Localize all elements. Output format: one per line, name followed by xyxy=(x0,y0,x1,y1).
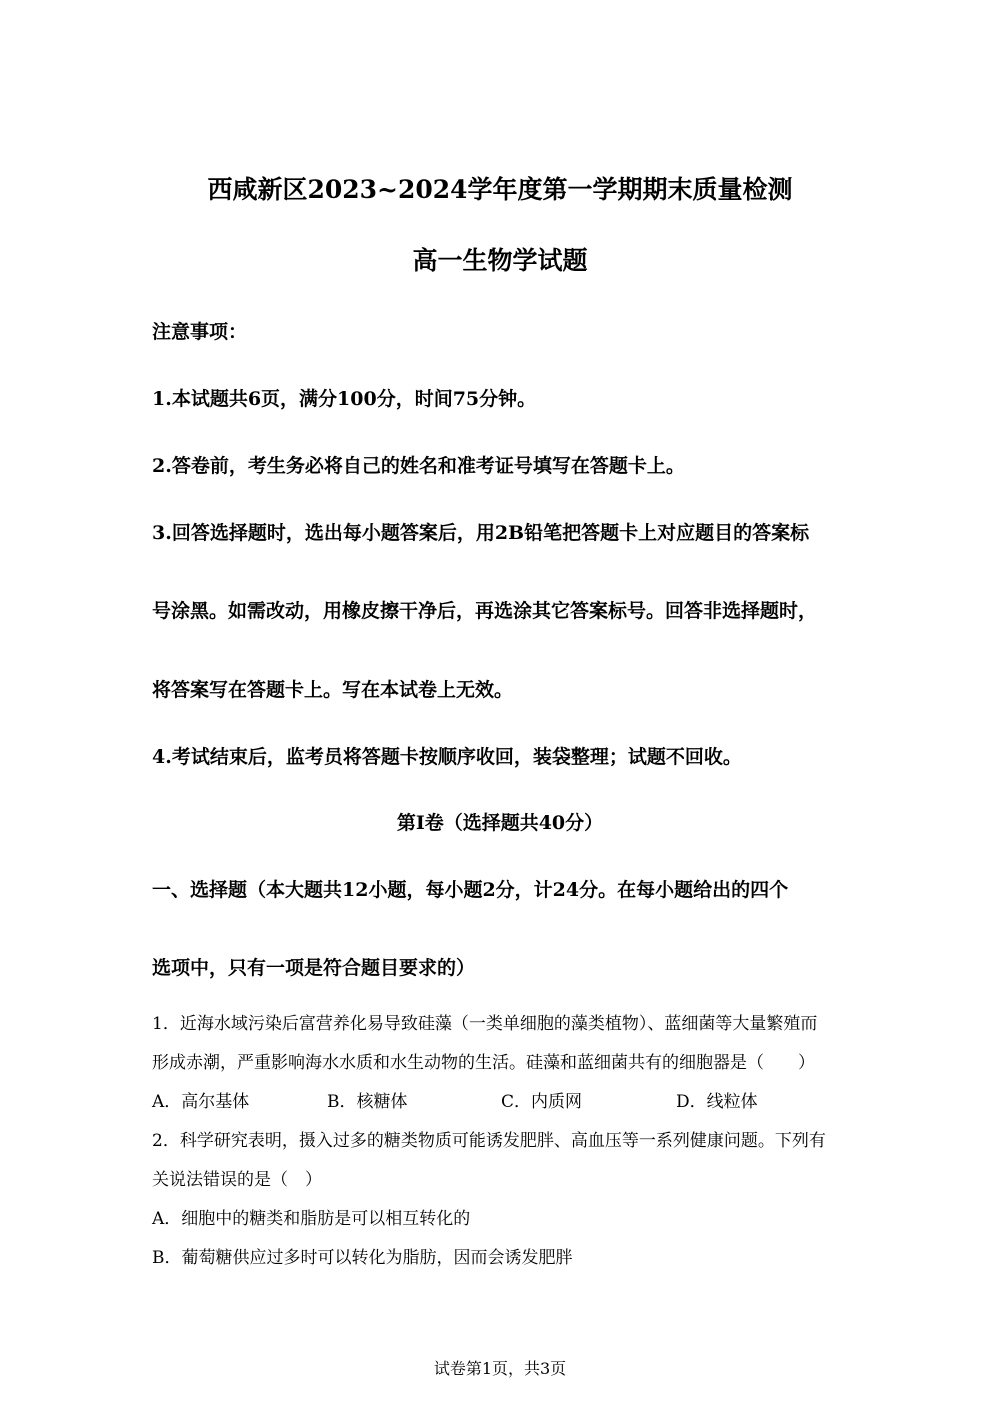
question-1-option-d: D．线粒体 xyxy=(676,1092,758,1112)
question-1-stem: 1．近海水域污染后富营养化易导致硅藻（一类单细胞的藻类植物）、蓝细菌等大量繁殖而 xyxy=(152,1014,818,1034)
notice-line-2: 2.答卷前，考生务必将自己的姓名和准考证号填写在答题卡上。 xyxy=(152,455,685,477)
notice-heading: 注意事项： xyxy=(152,321,248,343)
page-footer: 试卷第1页，共3页 xyxy=(433,1359,567,1378)
notice-line-3: 3.回答选择题时，选出每小题答案后，用2B铅笔把答题卡上对应题目的答案标 xyxy=(152,522,810,544)
exam-title: 西咸新区2023~2024学年度第一学期期末质量检测 xyxy=(207,175,793,204)
question-2-stem: 2．科学研究表明，摄入过多的糖类物质可能诱发肥胖、高血压等一系列健康问题。下列有 xyxy=(152,1131,826,1151)
section-heading-cont: 选项中，只有一项是符合题目要求的） xyxy=(152,957,476,979)
question-1-stem-cont: 形成赤潮，严重影响海水水质和水生动物的生活。硅藻和蓝细菌共有的细胞器是（ ） xyxy=(152,1053,815,1073)
section-heading: 一、选择题（本大题共12小题，每小题2分，计24分。在每小题给出的四个 xyxy=(152,879,789,901)
question-2-option-a: A．细胞中的糖类和脂肪是可以相互转化的 xyxy=(152,1209,471,1229)
notice-line-4: 4.考试结束后，监考员将答题卡按顺序收回，装袋整理；试题不回收。 xyxy=(152,746,742,768)
notice-line-3-cont: 号涂黑。如需改动，用橡皮擦干净后，再选涂其它答案标号。回答非选择题时， xyxy=(152,600,818,622)
notice-line-3-end: 将答案写在答题卡上。写在本试卷上无效。 xyxy=(152,679,514,701)
exam-subtitle: 高一生物学试题 xyxy=(412,246,588,275)
question-2-option-b: B．葡萄糖供应过多时可以转化为脂肪，因而会诱发肥胖 xyxy=(152,1248,573,1268)
question-2-stem-cont: 关说法错误的是（ ） xyxy=(152,1170,322,1190)
volume-heading: 第Ⅰ卷（选择题共40分） xyxy=(396,812,604,834)
question-1-option-c: C．内质网 xyxy=(501,1092,583,1112)
notice-line-1: 1.本试题共6页，满分100分，时间75分钟。 xyxy=(152,388,537,410)
question-1-option-a: A．高尔基体 xyxy=(152,1092,250,1112)
question-1-option-b: B．核糖体 xyxy=(327,1092,408,1112)
